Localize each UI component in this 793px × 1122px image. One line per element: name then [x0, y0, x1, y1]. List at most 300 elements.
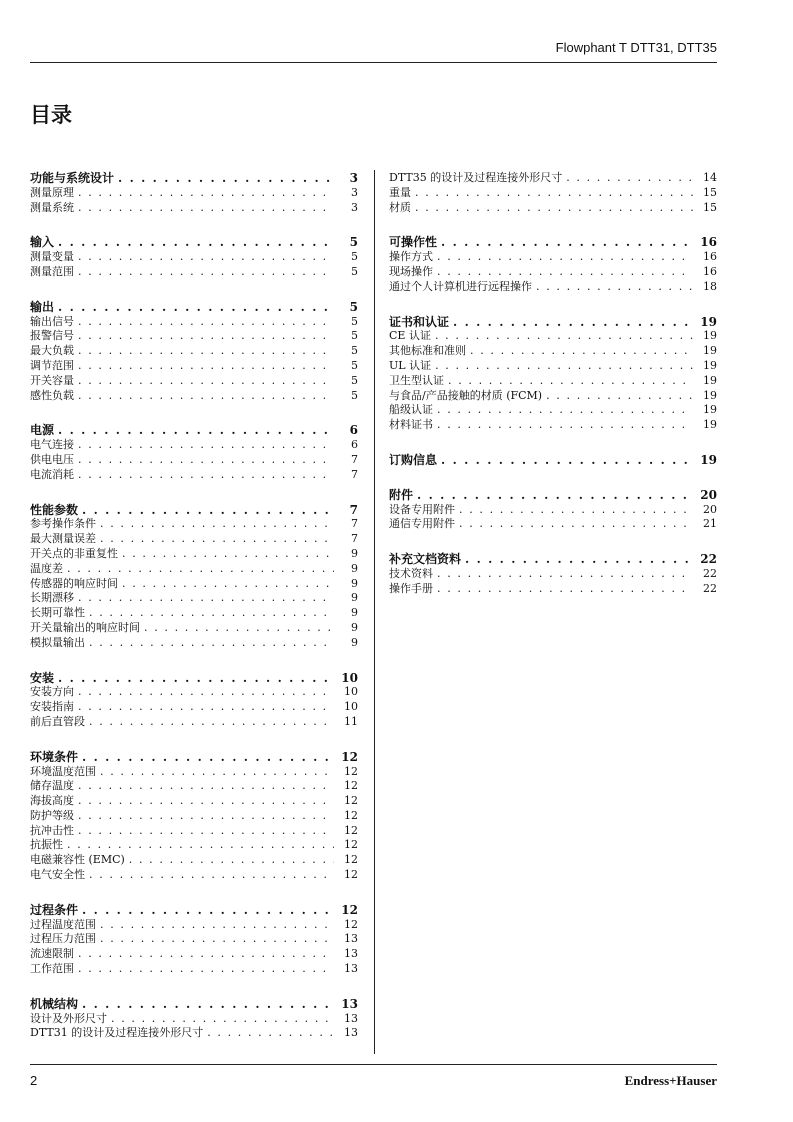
dot-leader — [78, 779, 334, 794]
dot-leader — [78, 438, 334, 453]
toc-entry-label: 与食品/产品接触的材质 (FCM) — [389, 388, 543, 402]
toc-entry[interactable] — [30, 517, 358, 532]
dot-leader — [78, 794, 334, 809]
toc-entry-label: 电气安全性 — [30, 868, 85, 882]
toc-entry[interactable] — [389, 582, 717, 597]
footer-rule — [30, 1064, 717, 1065]
toc-entry-label: CE 认证 — [389, 329, 431, 343]
dot-leader — [448, 374, 693, 389]
toc-section — [389, 235, 717, 294]
toc-entry-page: 5 — [351, 250, 358, 264]
toc-entry-label: 海拔高度 — [30, 794, 74, 808]
dot-leader — [100, 532, 334, 547]
toc-entry-page: 18 — [703, 279, 717, 293]
toc-entry-label: 测量范围 — [30, 264, 74, 278]
toc-entry-page: 5 — [351, 388, 358, 402]
page-title: 目录 — [30, 102, 72, 127]
toc-entry[interactable] — [30, 468, 358, 483]
dot-leader — [58, 300, 334, 315]
dot-leader — [67, 838, 334, 853]
toc-entry[interactable] — [30, 700, 358, 715]
toc-entry[interactable] — [30, 636, 358, 651]
toc-entry[interactable] — [389, 374, 717, 389]
toc-section — [30, 235, 358, 279]
toc-entry[interactable] — [30, 947, 358, 962]
toc-entry-label: 证书和认证 — [389, 314, 450, 329]
toc-entry-page: 19 — [703, 329, 717, 343]
toc-entry-page: 5 — [351, 264, 358, 278]
toc-entry-label: 功能与系统设计 — [30, 171, 115, 185]
toc-entry-page: 12 — [344, 853, 358, 867]
toc-section — [389, 453, 717, 468]
dot-leader — [100, 517, 334, 532]
toc-entry-label: 最大测量误差 — [30, 532, 96, 546]
toc-entry-page: 12 — [341, 749, 358, 764]
toc-entry[interactable] — [30, 621, 358, 636]
dot-leader — [78, 947, 334, 962]
toc-section — [389, 315, 717, 433]
toc-entry[interactable] — [30, 453, 358, 468]
toc-entry-page: 5 — [351, 344, 358, 358]
dot-leader — [437, 418, 693, 433]
toc-entry-label: 测量系统 — [30, 200, 74, 214]
toc-entry-label: 长期可靠性 — [30, 606, 85, 620]
toc-entry-page: 5 — [351, 358, 358, 372]
toc-entry-page: 12 — [344, 794, 358, 808]
dot-leader — [78, 359, 334, 374]
header-rule — [30, 62, 717, 63]
dot-leader — [536, 280, 693, 295]
toc-entry-page: 22 — [703, 566, 717, 580]
toc-entry-label: DTT35 的设计及过程连接外形尺寸 — [389, 171, 563, 184]
toc-entry-page: 9 — [351, 635, 358, 649]
toc-entry-page: 19 — [703, 418, 717, 432]
toc-entry-page: 9 — [351, 606, 358, 620]
toc-entry-label: 最大负载 — [30, 344, 74, 358]
toc-entry-label: 安装指南 — [30, 700, 74, 714]
dot-leader — [435, 359, 693, 374]
toc-entry-label: 其他标准和准则 — [389, 344, 466, 358]
toc-entry-label: 机械结构 — [30, 996, 79, 1011]
toc-entry-page: 7 — [351, 452, 358, 466]
toc-section-heading[interactable] — [389, 488, 717, 503]
toc-entry[interactable] — [30, 715, 358, 730]
toc-section — [389, 488, 717, 532]
toc-section — [30, 903, 358, 977]
dot-leader — [566, 171, 693, 186]
toc-entry-page: 10 — [344, 685, 358, 699]
toc-entry[interactable] — [389, 250, 717, 265]
toc-entry[interactable] — [30, 344, 358, 359]
toc-entry[interactable] — [30, 532, 358, 547]
dot-leader — [82, 750, 334, 765]
toc-section-heading[interactable] — [30, 503, 358, 518]
toc-entry-label: 开关容量 — [30, 373, 74, 387]
toc-entry-label: 模拟量输出 — [30, 635, 85, 649]
dot-leader — [78, 389, 334, 404]
toc-entry-page: 13 — [344, 1011, 358, 1025]
toc-entry-page: 12 — [341, 902, 358, 917]
dot-leader — [78, 685, 334, 700]
toc-entry-label: UL 认证 — [389, 358, 432, 372]
toc-entry-page: 21 — [703, 517, 717, 531]
dot-leader — [437, 403, 693, 418]
toc-entry-page: 9 — [351, 576, 358, 590]
toc-entry[interactable] — [30, 765, 358, 780]
toc-entry-page: 19 — [703, 373, 717, 387]
toc-entry-label: 流速限制 — [30, 947, 74, 961]
toc-entry[interactable] — [389, 186, 717, 201]
dot-leader — [437, 250, 693, 265]
toc-entry-label: 附件 — [389, 487, 414, 502]
dot-leader — [78, 468, 334, 483]
toc-entry-label: 传感器的响应时间 — [30, 576, 118, 590]
toc-entry[interactable] — [389, 329, 717, 344]
toc-entry[interactable] — [30, 838, 358, 853]
toc-entry-label: 材质 — [389, 200, 411, 214]
toc-entry-label: 环境温度范围 — [30, 764, 96, 778]
toc-entry-label: 参考操作条件 — [30, 517, 96, 531]
dot-leader — [78, 201, 334, 216]
dot-leader — [459, 503, 693, 518]
toc-entry-page: 9 — [351, 620, 358, 634]
toc-entry-page: 22 — [700, 552, 717, 567]
toc-entry-label: 性能参数 — [30, 502, 79, 517]
toc-entry-label: 开关点的非重复性 — [30, 546, 118, 560]
dot-leader — [453, 315, 693, 330]
dot-leader — [459, 517, 693, 532]
toc-entry[interactable] — [30, 329, 358, 344]
toc-entry-label: 输入 — [30, 235, 55, 250]
toc-entry-page: 12 — [344, 823, 358, 837]
toc-section-heading[interactable] — [30, 671, 358, 686]
dot-leader — [78, 824, 334, 839]
toc-entry-label: 前后直管段 — [30, 714, 85, 728]
toc-entry-page: 10 — [344, 700, 358, 714]
toc-entry-page: 7 — [351, 467, 358, 481]
column-divider — [374, 170, 375, 1054]
dot-leader — [465, 552, 693, 567]
dot-leader — [58, 671, 334, 686]
toc-section-heading[interactable] — [389, 315, 717, 330]
toc-entry[interactable] — [30, 962, 358, 977]
toc-entry[interactable] — [30, 201, 358, 216]
toc-entry-page: 19 — [700, 452, 717, 467]
toc-entry[interactable] — [389, 503, 717, 518]
toc-entry-page: 9 — [351, 561, 358, 575]
dot-leader — [78, 591, 334, 606]
toc-entry[interactable] — [389, 517, 717, 532]
dot-leader — [122, 547, 334, 562]
toc-entry-label: 安装 — [30, 670, 55, 685]
toc-entry[interactable] — [30, 1012, 358, 1027]
toc-entry[interactable] — [30, 547, 358, 562]
toc-entry-page: 13 — [341, 996, 358, 1011]
toc-entry[interactable] — [389, 359, 717, 374]
dot-leader — [111, 1012, 334, 1027]
toc-section-heading[interactable] — [30, 423, 358, 438]
toc-entry[interactable] — [30, 389, 358, 404]
toc-entry-label: 开关量输出的响应时间 — [30, 620, 140, 634]
toc-entry[interactable] — [30, 250, 358, 265]
toc-entry[interactable] — [30, 315, 358, 330]
toc-entry[interactable] — [389, 567, 717, 582]
toc-entry[interactable] — [30, 685, 358, 700]
dot-leader — [437, 582, 693, 597]
toc-section-heading[interactable] — [30, 171, 358, 186]
dot-leader — [67, 562, 334, 577]
toc-entry-label: 可操作性 — [389, 235, 438, 250]
dot-leader — [78, 186, 334, 201]
dot-leader — [441, 453, 693, 468]
toc-entry-label: 温度差 — [30, 561, 63, 575]
toc-entry-page: 12 — [344, 808, 358, 822]
toc-entry[interactable] — [389, 265, 717, 280]
toc-section-heading[interactable] — [30, 997, 358, 1012]
dot-leader — [100, 932, 334, 947]
toc-left-column — [30, 171, 358, 1041]
toc-entry-label: 操作手册 — [389, 581, 433, 595]
toc-entry-page: 9 — [351, 591, 358, 605]
toc-entry[interactable] — [389, 403, 717, 418]
dot-leader — [437, 567, 693, 582]
toc-entry-page: 16 — [703, 264, 717, 278]
dot-leader — [89, 868, 334, 883]
toc-entry-page: 16 — [700, 235, 717, 250]
toc-entry-page: 12 — [344, 838, 358, 852]
toc-entry-page: 12 — [344, 764, 358, 778]
toc-section — [30, 503, 358, 651]
toc-entry-page: 13 — [344, 1026, 358, 1040]
footer-brand: Endress+Hauser — [624, 1073, 717, 1088]
toc-section-heading[interactable] — [389, 235, 717, 250]
toc-section-heading[interactable] — [389, 552, 717, 567]
toc-entry-label: 订购信息 — [389, 452, 438, 467]
toc-entry-label: 材料证书 — [389, 418, 433, 432]
toc-section — [389, 171, 717, 215]
toc-entry-page: 10 — [341, 670, 358, 685]
footer-page-number: 2 — [30, 1073, 38, 1088]
toc-entry-page: 19 — [703, 344, 717, 358]
toc-entry-page: 5 — [351, 373, 358, 387]
toc-entry-label: 感性负载 — [30, 388, 74, 402]
toc-entry-label: 抗振性 — [30, 838, 63, 852]
toc-entry[interactable] — [30, 794, 358, 809]
toc-entry-label: 过程温度范围 — [30, 917, 96, 931]
toc-section — [30, 671, 358, 730]
toc-entry-label: 电源 — [30, 423, 55, 438]
toc-entry-label: 船级认证 — [389, 403, 433, 417]
toc-entry[interactable] — [30, 824, 358, 839]
toc-entry-page: 9 — [351, 546, 358, 560]
dot-leader — [100, 765, 334, 780]
toc-entry-label: 现场操作 — [389, 264, 433, 278]
dot-leader — [89, 715, 334, 730]
toc-entry-page: 22 — [703, 581, 717, 595]
dot-leader — [78, 700, 334, 715]
toc-entry-label: 安装方向 — [30, 685, 74, 699]
dot-leader — [78, 265, 334, 280]
dot-leader — [437, 265, 693, 280]
toc-entry-page: 5 — [349, 299, 358, 314]
dot-leader — [470, 344, 693, 359]
toc-entry[interactable] — [30, 853, 358, 868]
toc-entry[interactable] — [30, 779, 358, 794]
toc-entry-page: 19 — [703, 358, 717, 372]
toc-entry-page: 13 — [344, 932, 358, 946]
toc-entry-label: 工作范围 — [30, 962, 74, 976]
dot-leader — [144, 621, 334, 636]
toc-entry-label: 通信专用附件 — [389, 517, 455, 531]
toc-entry[interactable] — [389, 418, 717, 433]
toc-entry-label: 卫生型认证 — [389, 373, 444, 387]
toc-entry-label: DTT31 的设计及过程连接外形尺寸 — [30, 1026, 204, 1040]
toc-entry-page: 14 — [703, 171, 717, 184]
toc-entry-page: 6 — [351, 438, 358, 452]
dot-leader — [417, 488, 693, 503]
toc-entry-label: 测量原理 — [30, 185, 74, 199]
dot-leader — [78, 374, 334, 389]
toc-entry[interactable] — [30, 374, 358, 389]
dot-leader — [82, 503, 334, 518]
toc-section — [30, 423, 358, 482]
toc-entry-page: 7 — [349, 502, 358, 517]
dot-leader — [441, 235, 693, 250]
toc-section — [30, 171, 358, 215]
toc-entry[interactable] — [30, 591, 358, 606]
dot-leader — [78, 809, 334, 824]
toc-entry-page: 7 — [351, 517, 358, 531]
toc-entry[interactable] — [389, 389, 717, 404]
toc-entry-page: 19 — [703, 403, 717, 417]
toc-section-heading[interactable] — [30, 903, 358, 918]
toc-entry[interactable] — [30, 918, 358, 933]
dot-leader — [78, 453, 334, 468]
toc-section — [30, 997, 358, 1041]
toc-entry-page: 12 — [344, 917, 358, 931]
toc-entry-label: 供电电压 — [30, 452, 74, 466]
toc-section — [30, 750, 358, 883]
toc-entry-page: 3 — [349, 171, 358, 185]
toc-entry[interactable] — [30, 265, 358, 280]
toc-entry-label: 重量 — [389, 185, 411, 199]
toc-entry[interactable] — [30, 868, 358, 883]
toc-entry[interactable] — [30, 186, 358, 201]
dot-leader — [89, 636, 334, 651]
toc-entry-label: 输出信号 — [30, 314, 74, 328]
dot-leader — [58, 423, 334, 438]
toc-entry-page: 20 — [700, 487, 717, 502]
toc-entry[interactable] — [30, 1026, 358, 1041]
dot-leader — [100, 918, 334, 933]
toc-entry[interactable] — [389, 344, 717, 359]
toc-entry-page: 6 — [349, 423, 358, 438]
toc-entry[interactable] — [30, 809, 358, 824]
dot-leader — [415, 186, 693, 201]
toc-entry-label: 报警信号 — [30, 329, 74, 343]
toc-entry-label: 通过个人计算机进行远程操作 — [389, 279, 532, 293]
toc-entry-label: 储存温度 — [30, 779, 74, 793]
dot-leader — [82, 997, 334, 1012]
toc-entry-label: 长期漂移 — [30, 591, 74, 605]
dot-leader — [435, 329, 693, 344]
dot-leader — [118, 171, 334, 186]
toc-entry-label: 设计及外形尺寸 — [30, 1011, 107, 1025]
toc-section — [389, 552, 717, 596]
dot-leader — [207, 1026, 334, 1041]
toc-entry-page: 12 — [344, 779, 358, 793]
toc-entry-label: 测量变量 — [30, 250, 74, 264]
dot-leader — [129, 853, 334, 868]
document-header-title: Flowphant T DTT31, DTT35 — [555, 40, 717, 55]
toc-entry-label: 设备专用附件 — [389, 502, 455, 516]
dot-leader — [546, 389, 693, 404]
toc-entry-page: 3 — [351, 200, 358, 214]
toc-entry[interactable] — [389, 201, 717, 216]
dot-leader — [58, 235, 334, 250]
dot-leader — [78, 344, 334, 359]
toc-entry-page: 20 — [703, 502, 717, 516]
toc-entry-page: 13 — [344, 947, 358, 961]
toc-entry-label: 补充文档资料 — [389, 552, 462, 567]
toc-entry-label: 调节范围 — [30, 358, 74, 372]
toc-entry-page: 11 — [344, 714, 358, 728]
toc-entry-page: 12 — [344, 868, 358, 882]
toc-entry-label: 防护等级 — [30, 808, 74, 822]
toc-entry-page: 3 — [351, 185, 358, 199]
toc-entry-page: 5 — [351, 329, 358, 343]
toc-entry[interactable] — [30, 577, 358, 592]
toc-entry[interactable] — [30, 438, 358, 453]
toc-entry-page: 5 — [351, 314, 358, 328]
toc-entry-label: 电气连接 — [30, 438, 74, 452]
toc-entry[interactable] — [30, 932, 358, 947]
toc-entry-page: 5 — [349, 235, 358, 250]
toc-entry-label: 电流消耗 — [30, 467, 74, 481]
dot-leader — [89, 606, 334, 621]
toc-section — [30, 300, 358, 404]
toc-entry[interactable] — [389, 171, 717, 186]
toc-entry-label: 过程条件 — [30, 902, 79, 917]
toc-section-heading[interactable] — [30, 750, 358, 765]
toc-entry-page: 15 — [703, 185, 717, 199]
toc-section-heading[interactable] — [389, 453, 717, 468]
toc-entry[interactable] — [30, 359, 358, 374]
toc-entry-label: 抗冲击性 — [30, 823, 74, 837]
dot-leader — [78, 250, 334, 265]
toc-entry-page: 19 — [700, 314, 717, 329]
dot-leader — [122, 577, 334, 592]
toc-section-heading[interactable] — [30, 300, 358, 315]
toc-entry[interactable] — [30, 562, 358, 577]
toc-section-heading[interactable] — [30, 235, 358, 250]
toc-entry-page: 15 — [703, 200, 717, 214]
toc-entry-page: 16 — [703, 250, 717, 264]
toc-entry-page: 7 — [351, 532, 358, 546]
toc-entry-label: 过程压力范围 — [30, 932, 96, 946]
toc-entry-label: 操作方式 — [389, 250, 433, 264]
toc-entry[interactable] — [389, 280, 717, 295]
dot-leader — [78, 329, 334, 344]
toc-entry-label: 技术资料 — [389, 566, 433, 580]
toc-entry-page: 13 — [344, 962, 358, 976]
dot-leader — [78, 315, 334, 330]
toc-right-column — [389, 171, 717, 597]
toc-entry-page: 19 — [703, 388, 717, 402]
toc-entry-label: 环境条件 — [30, 749, 79, 764]
toc-entry[interactable] — [30, 606, 358, 621]
dot-leader — [82, 903, 334, 918]
